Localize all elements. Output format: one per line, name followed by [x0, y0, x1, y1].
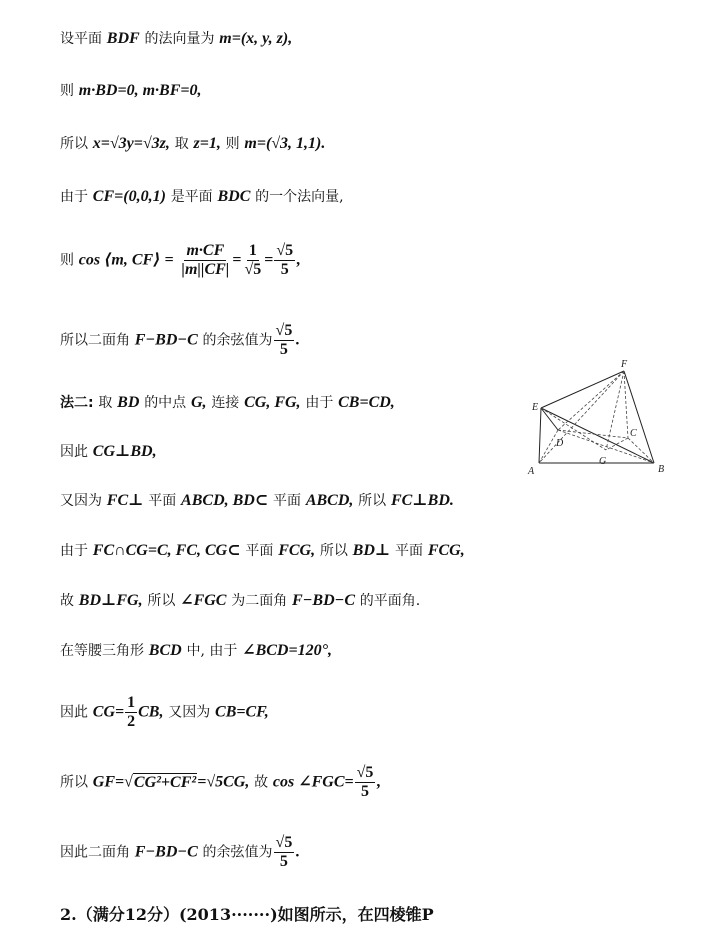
line-plane-angle: 故 BD⊥FG, 所以 ∠FGC 为二面角 F−BD−C 的平面角.: [60, 592, 421, 609]
line-cf-normal: 由于 CF=(0,0,1) 是平面 BDC 的一个法向量,: [60, 188, 344, 205]
label-b: B: [658, 464, 665, 475]
line-gf-length: 所以 GF=√CG²+CF²=√5CG, 故 cos ∠FGC= $\frac{√5}{5}$ ,: [60, 764, 381, 800]
line-bd-perp-plane: 由于 FC∩CG=C, FC, CG⊂ 平面 FCG, 所以 BD⊥ 平面 FCG,: [60, 542, 465, 559]
line-solve-m: 所以 x=√3y=√3z, 取 z=1, 则 m=(√3, 1,1).: [60, 135, 326, 152]
fraction-root5-5-b: $\frac{√5}{5}$: [356, 764, 374, 800]
label-e: E: [532, 402, 539, 413]
label-d: D: [556, 438, 564, 449]
line-answer-1: 所以二面角 F−BD−C 的余弦值为 $\frac{√5}{5}$ .: [60, 322, 300, 358]
label-c: C: [630, 428, 637, 439]
label-f: F: [621, 359, 628, 370]
fraction-root5-5: $\frac{√5}{5}$: [276, 242, 294, 278]
fraction-m-cf: $\frac{m\cdot CF}{|m||CF|}$: [181, 242, 230, 278]
line-method-two: 法二: 取 BD 的中点 G, 连接 CG, FG, 由于 CB=CD,: [60, 394, 395, 411]
line-cg-perp-bd: 因此 CG⊥BD,: [60, 443, 157, 460]
label-g: G: [599, 456, 607, 467]
fraction-half: $\frac{1}{2}$: [127, 694, 136, 730]
pyramid-figure: [526, 358, 672, 478]
fraction-answer-1: $\frac{√5}{5}$: [275, 322, 293, 358]
next-problem-cutoff: 2.（满分12分）(2013·······)如图所示，在四棱锥P: [60, 905, 434, 924]
line-fc-perp: 又因为 FC⊥ 平面 ABCD, BD⊂ 平面 ABCD, 所以 FC⊥BD.: [60, 492, 454, 509]
fraction-one-root5: $\frac{1}{√5}$: [244, 242, 262, 278]
line-dot-products: 则 m·BD=0, m·BF=0,: [60, 82, 202, 99]
label-a: A: [528, 466, 535, 477]
line-isosceles: 在等腰三角形 BCD 中, 由于 ∠BCD=120°,: [60, 642, 332, 659]
fraction-answer-2: $\frac{√5}{5}$: [275, 834, 293, 870]
line-normal-vector-setup: 设平面 BDF 的法向量为 m=(x, y, z),: [60, 30, 293, 47]
line-answer-2: 因此二面角 F−BD−C 的余弦值为 $\frac{√5}{5}$ .: [60, 834, 300, 870]
line-cos-formula: 则 cos ⟨m, CF⟩ = $\frac{m\cdot CF}{|m||CF|}$ = $\frac{1}{√5}$ = $\frac{√5}{5}$ ,: [60, 242, 301, 278]
line-cg-half-cb: 因此 CG= $\frac{1}{2}$ CB, 又因为 CB=CF,: [60, 694, 269, 730]
